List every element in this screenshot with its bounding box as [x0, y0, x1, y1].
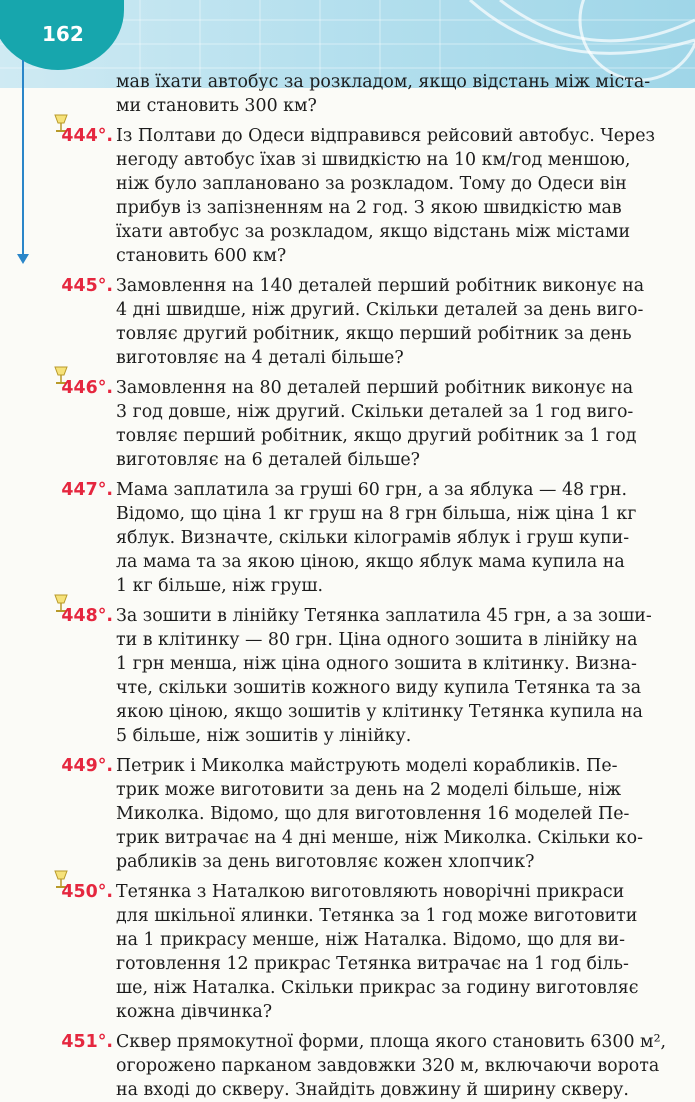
text-line: їхати автобус за розкладом, якщо відстань між містами: [116, 222, 631, 243]
text-line: кожна дівчинка?: [116, 1002, 273, 1023]
text-line: 5 більше, ніж зошитів у лінійку.: [116, 726, 412, 747]
page-number: 162: [42, 22, 84, 46]
text-line: Миколка. Відомо, що для виготовлення 16 моделей Пе-: [116, 803, 630, 824]
text-line: прибув із запізненням на 2 год. З якою швидкістю мав: [116, 198, 622, 218]
problem-number: 449°.: [61, 755, 113, 776]
text-line: становить 600 км?: [116, 246, 287, 267]
text-line: товляє перший робітник, якщо другий робітник за 1 год: [116, 425, 637, 446]
text-line: ніж було заплановано за розкладом. Тому до Одеси він: [116, 173, 627, 194]
problem-number: 445°.: [61, 275, 113, 296]
text-line: мав їхати автобус за розкладом, якщо відстань між міста-: [116, 72, 651, 92]
text-line: чте, скільки зошитів кожного виду купила Тетянка та за: [116, 677, 642, 698]
problem-number: 448°.: [61, 605, 113, 626]
problem-number: 446°.: [61, 377, 113, 398]
text-line: на вході до скверу. Знайдіть довжину й ширину скверу.: [116, 1080, 629, 1100]
text-line: ше, ніж Наталка. Скільки прикрас за годину виготовляє: [116, 978, 639, 999]
text-line: виготовляє на 4 деталі більше?: [116, 348, 404, 369]
text-line: Із Полтави до Одеси відправився рейсовий автобус. Через: [116, 125, 655, 146]
text-line: 1 грн менша, ніж ціна одного зошита в клітинку. Визна-: [116, 653, 637, 674]
text-line: якою ціною, якщо зошитів у клітинку Тетянка купила на: [116, 702, 643, 722]
problem-number: 444°.: [61, 125, 113, 146]
text-line: виготовляє на 6 деталей більше?: [116, 450, 420, 470]
text-line: 4 дні швидше, ніж другий. Скільки деталей за день виго-: [116, 299, 644, 320]
text-line: рабликів за день виготовляє кожен хлопчик?: [116, 852, 535, 873]
text-line: Мама заплатила за груші 60 грн, а за яблука — 48 грн.: [116, 479, 627, 500]
problem-number: 450°.: [61, 881, 113, 902]
text-line: на 1 прикрасу менше, ніж Наталка. Відомо, що для ви-: [116, 929, 625, 950]
text-line: негоду автобус їхав зі швидкістю на 10 км/год меншою,: [116, 149, 631, 170]
text-line: 3 год довше, ніж другий. Скільки деталей за 1 год виго-: [116, 401, 634, 422]
text-line: Відомо, що ціна 1 кг груш на 8 грн більша, ніж ціна 1 кг: [116, 503, 637, 524]
arrow-down-icon: [17, 254, 29, 264]
text-line: Сквер прямокутної форми, площа якого становить 6300 м²,: [116, 1031, 667, 1052]
text-line: Замовлення на 80 деталей перший робітник виконує на: [116, 377, 634, 398]
text-line: готовлення 12 прикрас Тетянка витрачає на 1 год біль-: [116, 954, 629, 974]
text-line: трик може виготовити за день на 2 моделі більше, ніж: [116, 779, 622, 800]
text-line: огорожено парканом завдовжки 320 м, включаючи ворота: [116, 1055, 660, 1076]
margin-arrow-line: [22, 60, 24, 255]
text-line: ти в клітинку — 80 грн. Ціна одного зошита в лінійку на: [116, 629, 638, 650]
text-line: трик витрачає на 4 дні менше, ніж Миколка. Скільки ко-: [116, 828, 643, 848]
text-line: 1 кг більше, ніж груш.: [116, 576, 324, 596]
text-line: ми становить 300 км?: [116, 96, 317, 117]
text-line: Тетянка з Наталкою виготовляють новорічні прикраси: [116, 881, 625, 902]
text-line: Замовлення на 140 деталей перший робітник виконує на: [116, 275, 645, 296]
problem-number: 451°.: [61, 1031, 113, 1052]
text-line: для шкільної ялинки. Тетянка за 1 год може виготовити: [116, 905, 638, 926]
text-line: За зошити в лінійку Тетянка заплатила 45 грн, а за зоши-: [116, 605, 652, 626]
text-line: яблук. Визначте, скільки кілограмів яблук і груш купи-: [116, 527, 630, 548]
text-line: ла мама та за якою ціною, якщо яблук мама купила на: [116, 551, 625, 572]
text-line: товляє другий робітник, якщо перший робітник за день: [116, 324, 632, 344]
text-line: Петрик і Миколка майструють моделі корабликів. Пе-: [116, 755, 618, 776]
problem-number: 447°.: [61, 479, 113, 500]
